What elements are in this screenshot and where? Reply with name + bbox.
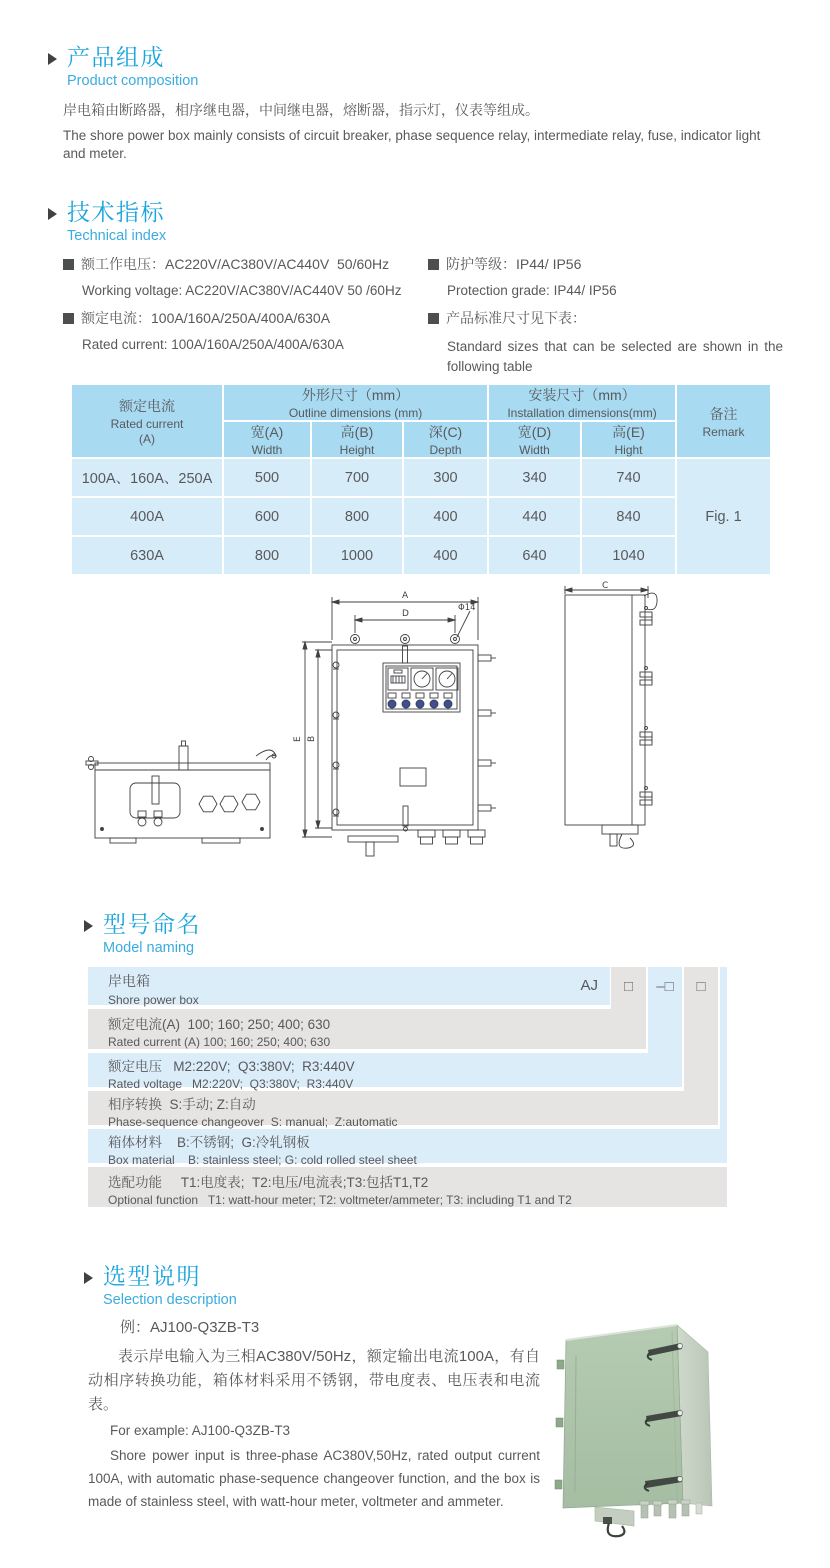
- selection-example-en: For example: AJ100-Q3ZB-T3: [110, 1423, 291, 1438]
- side-latches: [640, 607, 652, 806]
- cell-value: 740: [582, 459, 675, 496]
- selection-title-cn: 选型说明: [103, 1263, 201, 1289]
- header-en: Outline dimensions (mm): [288, 406, 423, 420]
- model-naming-title-cn: 型号命名: [103, 911, 201, 937]
- header-en: Rated current: [110, 417, 184, 431]
- section-arrow-icon: [48, 208, 57, 220]
- header-en: Remark: [702, 424, 745, 439]
- technical-title-cn: 技术指标: [67, 199, 165, 225]
- model-naming-title-en: Model naming: [103, 940, 195, 956]
- model-code-box: –□: [656, 977, 674, 995]
- cell-value: 440: [489, 498, 580, 535]
- table-row: [72, 537, 770, 574]
- section-title-block: [67, 44, 198, 89]
- header-cn: 安装尺寸（mm）: [528, 387, 636, 403]
- latch-marks: [478, 655, 496, 811]
- naming-row-cn: 选配功能 T1:电度表; T2:电压/电流表;T3:包括T1,T2: [108, 1175, 429, 1190]
- dim-label-c: C: [602, 581, 609, 591]
- model-prefix: AJ: [580, 977, 598, 994]
- side-view: [565, 581, 657, 848]
- shore-power-box-image: [555, 1325, 712, 1536]
- col-remark-header: [677, 385, 770, 457]
- naming-row-en: Optional function T1: watt-hour meter; T2: voltmeter/ammeter; T3: including T1 and T2: [108, 1193, 572, 1207]
- section-arrow-icon: [84, 1272, 93, 1284]
- dimension-table: [70, 383, 772, 576]
- selection-title-en: Selection description: [103, 1292, 237, 1308]
- naming-row-en: Rated voltage M2:220V; Q3:380V; R3:440V: [108, 1077, 354, 1091]
- cell-value: 400: [404, 537, 487, 574]
- spec-rated-current: [63, 308, 418, 352]
- cell-value: 800: [312, 498, 402, 535]
- spec-en-text: Standard sizes that can be selected are shown in the following table: [447, 339, 783, 374]
- bullet-square-icon: [63, 259, 74, 270]
- section-selection-header: [84, 1263, 237, 1308]
- outline-drawing: [60, 580, 770, 880]
- subheader-hight-e: 高(E) Hight: [582, 422, 675, 457]
- header-cn: 备注: [709, 405, 738, 422]
- cell-current: 630A: [72, 537, 222, 574]
- composition-text-cn: 岸电箱由断路器，相序继电器，中间继电器，熔断器，指示灯，仪表等组成。: [63, 102, 539, 118]
- control-panel: [383, 663, 460, 712]
- naming-row-phase-sequence: [88, 1091, 718, 1129]
- cell-value: 700: [312, 459, 402, 496]
- table-row: [72, 459, 770, 496]
- section-technical-header: [48, 199, 166, 244]
- naming-row-rated-voltage: [88, 1053, 682, 1091]
- cell-value: 1040: [582, 537, 675, 574]
- composition-title-cn: 产品组成: [67, 44, 165, 70]
- naming-row-cn: 箱体材料 B:不锈钢; G:冷轧钢板: [108, 1135, 310, 1150]
- hinge-marks: [333, 662, 339, 816]
- naming-row-en: Rated current (A) 100; 160; 250; 400; 630: [108, 1035, 331, 1049]
- bullet-square-icon: [428, 313, 439, 324]
- spec-en-text: Protection grade: IP44/ IP56: [447, 283, 617, 298]
- spec-cn-text: 产品标准尺寸见下表：: [446, 310, 586, 326]
- product-photo: [530, 1290, 810, 1568]
- cell-current: 400A: [72, 498, 222, 535]
- header-unit: (A): [139, 432, 155, 446]
- naming-row-shore-power-box: [88, 967, 610, 1005]
- spec-cn-text: 额定电流：100A/160A/250A/400A/630A: [81, 310, 331, 326]
- dim-label-e: E: [293, 736, 303, 742]
- composition-text-en: The shore power box mainly consists of circuit breaker, phase sequence relay, intermediate relay, fuse, indicator light and meter.: [63, 128, 765, 161]
- selection-text-block: [88, 1316, 540, 1513]
- cell-value: 600: [224, 498, 310, 535]
- section-arrow-icon: [48, 53, 57, 65]
- cell-value: 640: [489, 537, 580, 574]
- naming-row-en: Shore power box: [108, 993, 199, 1007]
- bullet-square-icon: [63, 313, 74, 324]
- header-en: Installation dimensions(mm): [507, 406, 657, 420]
- selection-example-cn: 例：AJ100-Q3ZB-T3: [120, 1319, 260, 1336]
- selection-desc-cn: 表示岸电输入为三相AC380V/50Hz，额定输出电流100A，有自动相序转换功能，箱体材料采用不锈钢，带电度表、电压表和电流表。: [88, 1348, 540, 1413]
- cell-value: 840: [582, 498, 675, 535]
- section-arrow-icon: [84, 920, 93, 932]
- spec-standard-sizes: [428, 308, 783, 377]
- cell-remark: Fig. 1: [677, 459, 770, 574]
- dim-label-a: A: [402, 591, 409, 601]
- naming-row-rated-current: [88, 1009, 646, 1049]
- subheader-depth-c: 深(C) Depth: [404, 422, 487, 457]
- naming-row-box-material: [88, 1129, 727, 1167]
- spec-cn-text: 防护等级：IP44/ IP56: [446, 256, 582, 272]
- cell-current: 100A、160A、250A: [72, 459, 222, 496]
- naming-row-cn: 相序转换 S:手动; Z:自动: [108, 1097, 256, 1112]
- naming-row-en: Phase-sequence changeover S: manual; Z:automatic: [108, 1115, 398, 1129]
- spec-protection-grade: [428, 254, 783, 298]
- section-title-block: [67, 199, 166, 244]
- spec-cn-text: 额工作电压：AC220V/AC380V/AC440V 50/60Hz: [81, 256, 390, 272]
- dim-label-b: B: [307, 735, 317, 742]
- subheader-height-b: 高(B) Height: [312, 422, 402, 457]
- indicator-lights: [388, 693, 452, 708]
- bullet-square-icon: [428, 259, 439, 270]
- model-code-box: □: [623, 977, 634, 995]
- naming-row-en: Box material B: stainless steel; G: cold rolled steel sheet: [108, 1153, 417, 1167]
- col-outline-header: [224, 385, 487, 420]
- naming-row-cn: 额定电压 M2:220V; Q3:380V; R3:440V: [108, 1059, 355, 1074]
- spec-working-voltage: [63, 254, 418, 298]
- technical-title-en: Technical index: [67, 228, 167, 244]
- col-installation-header: [489, 385, 675, 420]
- col-rated-current-header: [72, 385, 222, 457]
- table-row: [72, 498, 770, 535]
- composition-title-en: Product composition: [67, 73, 199, 89]
- naming-row-cn: 额定电流(A) 100; 160; 250; 400; 630: [108, 1017, 331, 1032]
- cell-value: 500: [224, 459, 310, 496]
- header-cn: 外形尺寸（mm）: [301, 387, 410, 403]
- cell-value: 800: [224, 537, 310, 574]
- cell-value: 400: [404, 498, 487, 535]
- section-title-block: [103, 911, 201, 956]
- selection-desc-en: Shore power input is three-phase AC380V,50Hz, rated output current 100A, with automatic phase-sequence changeover function, and the box is made of stainless steel, with watt-hour meter, voltmeter and ammeter.: [88, 1448, 540, 1509]
- cell-value: 300: [404, 459, 487, 496]
- subheader-width-a: 宽(A) Width: [224, 422, 310, 457]
- dim-label-d: D: [402, 609, 409, 619]
- section-model-naming-header: [84, 911, 201, 956]
- naming-row-optional-function: [88, 1167, 727, 1207]
- subheader-width-d: 宽(D) Width: [489, 422, 580, 457]
- bottom-view: [86, 741, 276, 843]
- spec-en-text: Rated current: 100A/160A/250A/400A/630A: [82, 337, 344, 352]
- naming-row-cn: 岸电箱: [108, 973, 150, 989]
- header-cn: 额定电流: [119, 398, 175, 414]
- cell-value: 1000: [312, 537, 402, 574]
- model-code-box: □: [696, 977, 706, 995]
- section-title-block: [103, 1263, 237, 1308]
- spec-en-text: Working voltage: AC220V/AC380V/AC440V 50 /60Hz: [82, 283, 402, 298]
- dim-label-phi14: Φ14: [458, 603, 476, 613]
- front-view: [293, 591, 496, 856]
- section-composition-header: [48, 44, 198, 89]
- cell-value: 340: [489, 459, 580, 496]
